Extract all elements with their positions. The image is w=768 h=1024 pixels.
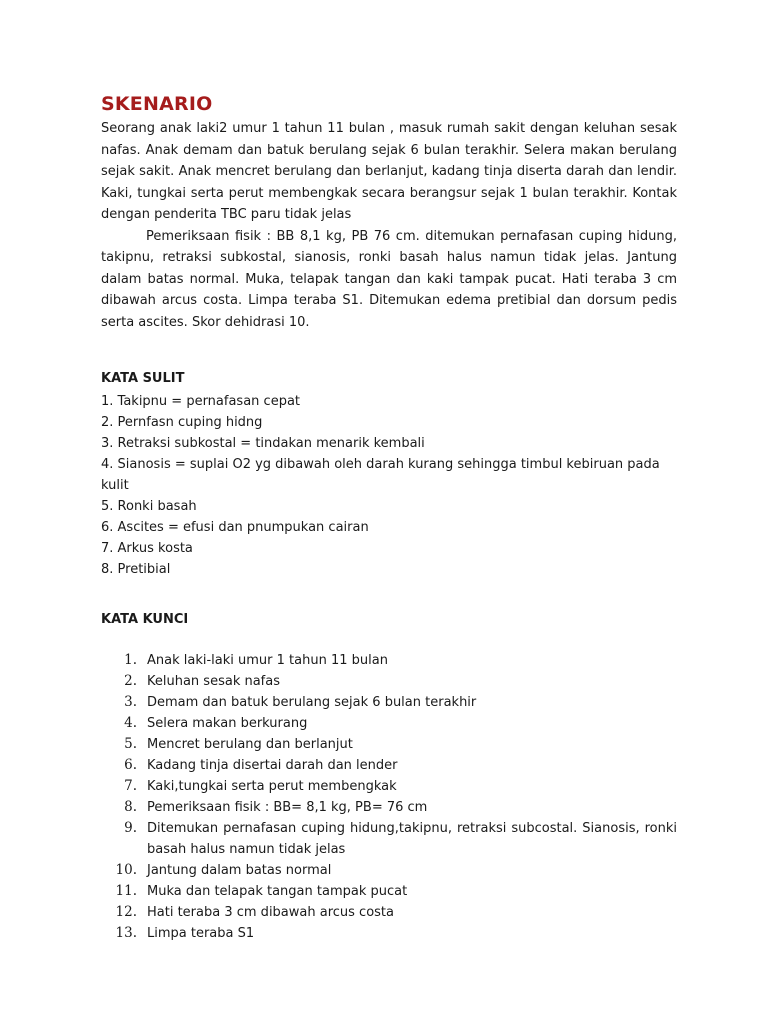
document-page [101, 92, 677, 944]
list-item: 7. Arkus kosta [101, 541, 193, 556]
list-item: 4. Sianosis = suplai O2 yg dibawah oleh darah kurang sehingga timbul kebiruan pada kulit [101, 457, 660, 493]
list-text: Kaki,tungkai serta perut membengkak [147, 779, 397, 794]
list-item: 8. Pretibial [101, 562, 171, 577]
list-number: 11. [115, 883, 137, 899]
list-text: Ditemukan pernafasan cuping hidung,takipnu, retraksi subcostal. Sianosis, ronki basah halus namun tidak jelas [147, 821, 677, 857]
list-item [101, 776, 677, 797]
scenario-paragraph-2: Pemeriksaan fisik : BB 8,1 kg, PB 76 cm. ditemukan pernafasan cuping hidung, takipnu, retraksi subkostal, sianosis, ronki basah halus namun tidak jelas. Jantung dalam batas normal. Muka, telapak tangan dan kaki tampak pucat. Hati teraba 3 cm dibawah arcus costa. Limpa teraba S1. Ditemukan edema pretibial dan dorsum pedis serta ascites. Skor dehidrasi 10. [101, 228, 677, 330]
list-number: 9. [124, 820, 137, 836]
list-text: Pemeriksaan fisik : BB= 8,1 kg, PB= 76 cm [147, 800, 428, 815]
list-number: 10. [115, 862, 137, 878]
list-item [101, 881, 677, 902]
kata-sulit-heading: KATA SULIT [101, 371, 185, 386]
scenario-paragraph-1: Seorang anak laki2 umur 1 tahun 11 bulan , masuk rumah sakit dengan keluhan sesak nafas. Anak demam dan batuk berulang sejak 6 bulan terakhir. Selera makan berulang sejak sakit. Anak mencret berulang dan berlanjut, kadang tinja diserta darah dan lendir. Kaki, tungkai serta perut membengkak secara berangsur sejak 1 bulan terakhir. Kontak dengan penderita TBC paru tidak jelas [101, 121, 677, 222]
list-number: 5. [124, 736, 137, 752]
list-number: 13. [115, 925, 137, 941]
list-number: 4. [124, 715, 137, 731]
list-item [101, 713, 677, 734]
list-number: 2. [124, 673, 137, 689]
list-number: 8. [124, 799, 137, 815]
list-item [101, 902, 677, 923]
list-text: Kadang tinja disertai darah dan lender [147, 758, 398, 773]
list-item [101, 860, 677, 881]
page-title: SKENARIO [101, 93, 213, 115]
kata-sulit-list [101, 391, 677, 580]
list-text: Keluhan sesak nafas [147, 674, 280, 689]
list-text: Mencret berulang dan berlanjut [147, 737, 353, 752]
list-text: Limpa teraba S1 [147, 926, 255, 941]
list-number: 12. [115, 904, 137, 920]
list-item [101, 755, 677, 776]
list-text: Demam dan batuk berulang sejak 6 bulan terakhir [147, 695, 477, 710]
list-item: 1. Takipnu = pernafasan cepat [101, 394, 301, 409]
list-number: 1. [124, 652, 137, 668]
list-item [101, 650, 677, 671]
list-item: 6. Ascites = efusi dan pnumpukan cairan [101, 520, 369, 535]
list-item [101, 818, 677, 860]
kata-kunci-list [101, 650, 677, 944]
list-item [101, 692, 677, 713]
list-item [101, 734, 677, 755]
list-item [101, 671, 677, 692]
list-text: Jantung dalam batas normal [147, 863, 332, 878]
list-item: 2. Pernfasn cuping hidng [101, 415, 263, 430]
list-item: 5. Ronki basah [101, 499, 197, 514]
list-text: Hati teraba 3 cm dibawah arcus costa [147, 905, 394, 920]
list-item [101, 797, 677, 818]
list-item: 3. Retraksi subkostal = tindakan menarik kembali [101, 436, 425, 451]
list-number: 3. [124, 694, 137, 710]
list-number: 6. [124, 757, 137, 773]
list-text: Muka dan telapak tangan tampak pucat [147, 884, 408, 899]
list-number: 7. [124, 778, 137, 794]
list-text: Selera makan berkurang [147, 716, 308, 731]
list-text: Anak laki-laki umur 1 tahun 11 bulan [147, 653, 388, 668]
kata-kunci-heading: KATA KUNCI [101, 612, 189, 627]
list-item [101, 923, 677, 944]
